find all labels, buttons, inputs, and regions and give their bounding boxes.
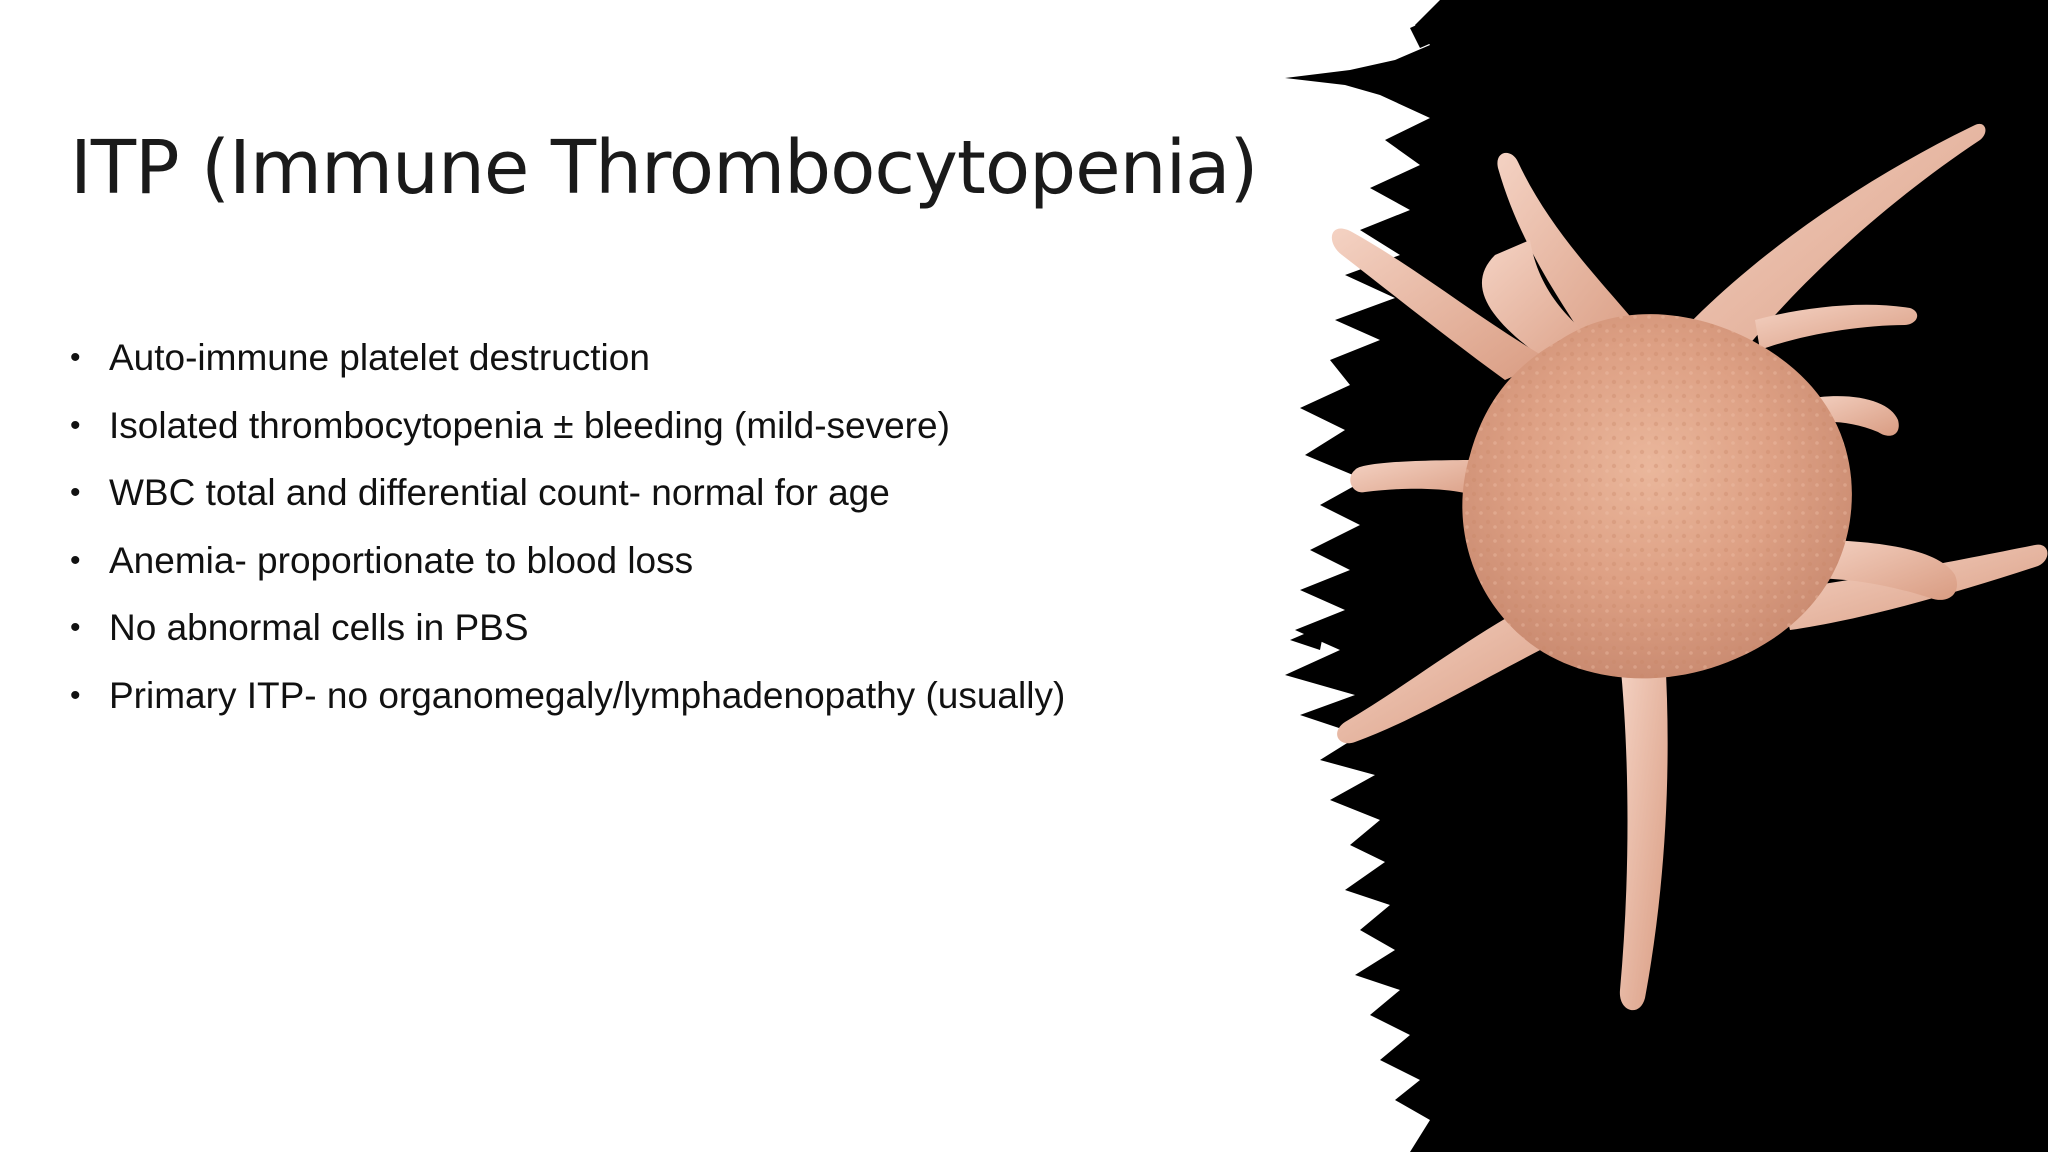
bullet-item [70,594,1065,662]
bullet-item [70,662,1065,730]
bullet-item [70,392,1065,460]
bullet-text: No abnormal cells in PBS [109,607,529,648]
bullet-text: Primary ITP- no organomegaly/lymphadenopathy (usually) [109,674,1066,716]
slide-title: ITP (Immune Thrombocytopenia) [70,125,1258,211]
bullet-text: Anemia- proportionate to blood loss [109,539,694,581]
bullet-icon: • [70,678,81,712]
bullet-item [70,324,1065,392]
bullet-icon: • [70,341,81,374]
bullet-text: WBC total and differential count- normal for age [109,472,890,513]
bullet-icon: • [70,476,81,509]
bullet-icon: • [70,543,81,577]
bullet-text: Auto-immune platelet destruction [109,337,650,378]
bullet-text: Isolated thrombocytopenia ± bleeding (mild-severe) [109,404,950,446]
bullet-item [70,459,1065,527]
bullet-icon: • [70,408,81,442]
bullet-list [70,324,1065,729]
bullet-item [70,527,1065,595]
bullet-icon: • [70,611,81,644]
